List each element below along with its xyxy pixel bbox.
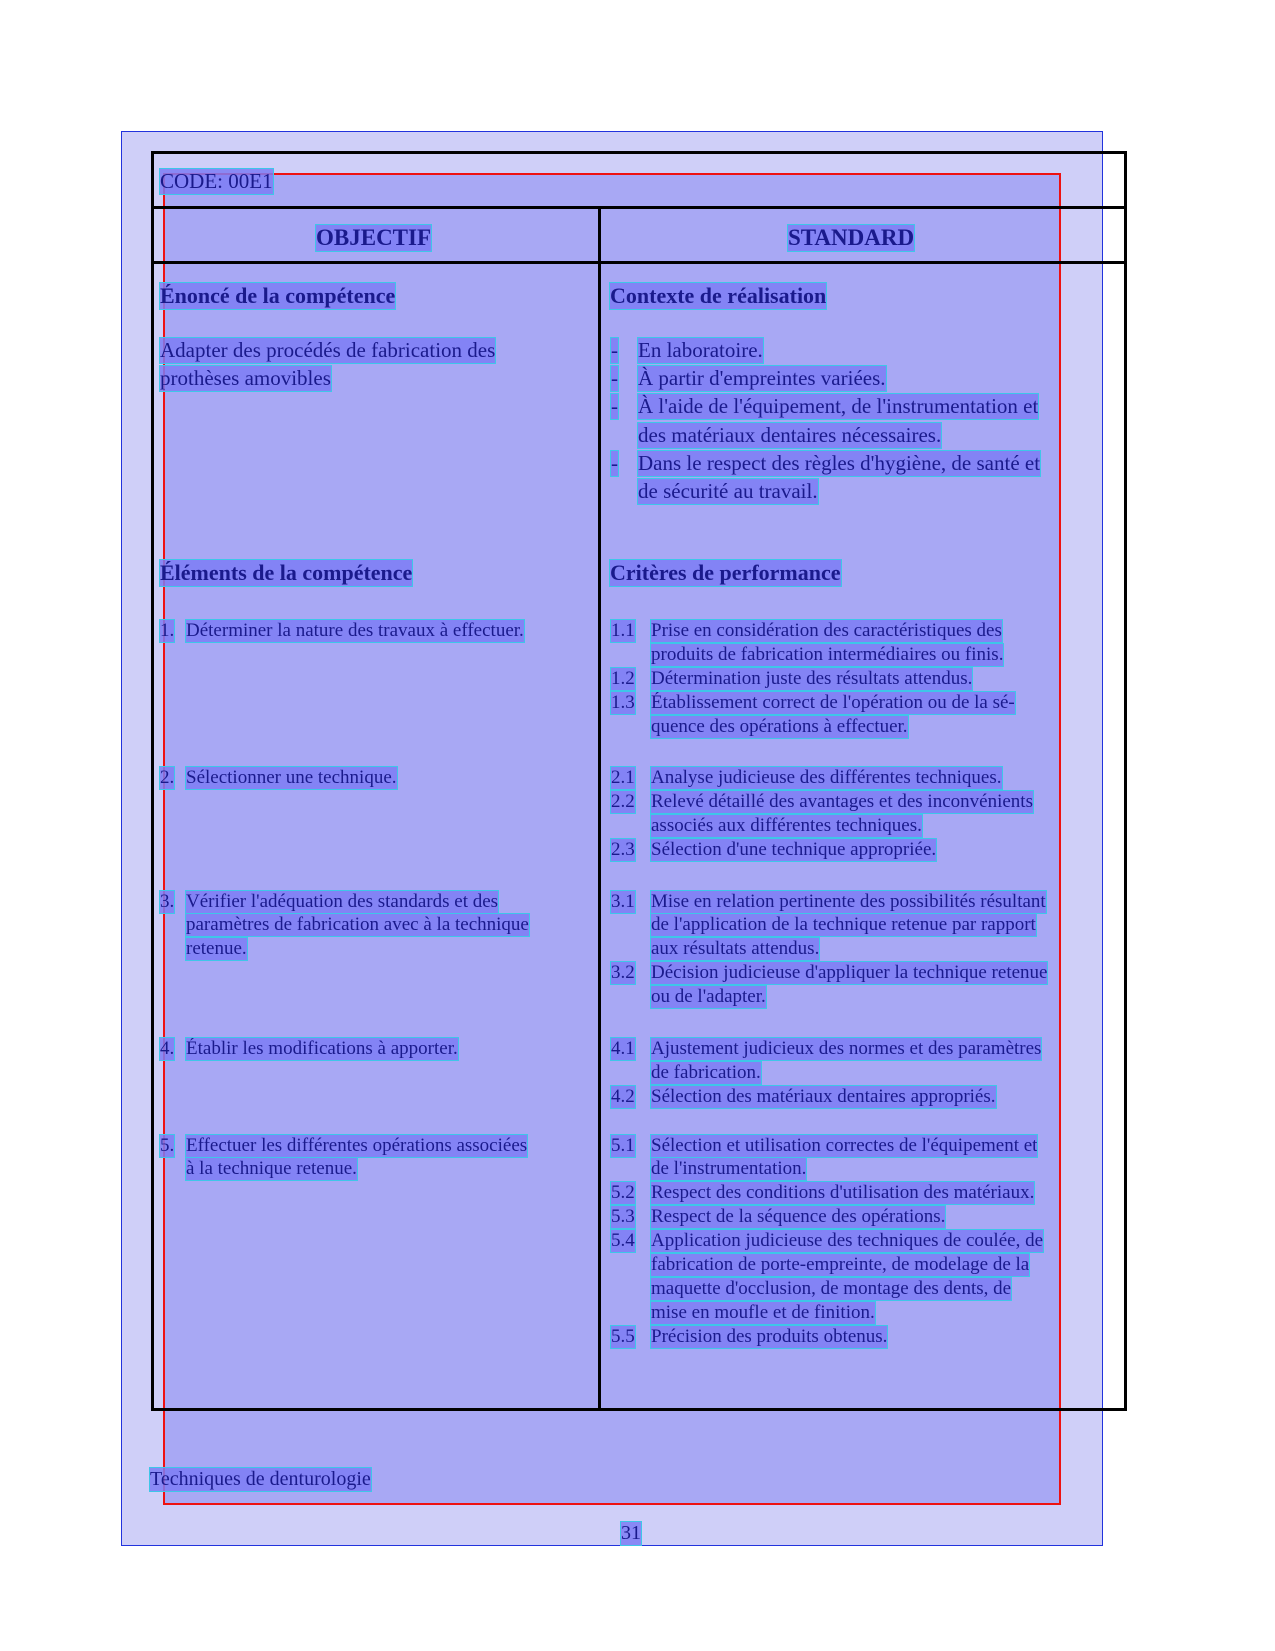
criteres-title: Critères de performance (610, 560, 841, 585)
element-number: 2. (160, 767, 175, 788)
element-line: à la technique retenue. (186, 1158, 357, 1179)
critere-line: Détermination juste des résultats attendus. (651, 668, 973, 689)
element-line: Établir les modifications à apporter. (186, 1038, 458, 1059)
elements-title: Éléments de la compétence (160, 560, 413, 585)
page-number: 31 (621, 1522, 641, 1544)
element-number: 4. (160, 1038, 175, 1059)
critere-line: Précision des produits obtenus. (651, 1326, 888, 1347)
contexte-item-line: de sécurité au travail. (638, 479, 818, 503)
critere-line: fabrication de porte-empreinte, de modelage de la (651, 1254, 1030, 1275)
critere-line: Établissement correct de l'opération ou de la sé- (651, 692, 1015, 713)
header-standard: STANDARD (788, 225, 915, 250)
element-line: Sélectionner une technique. (186, 767, 397, 788)
critere-line: Mise en relation pertinente des possibilités résultant (651, 891, 1046, 912)
element-line: paramètres de fabrication avec à la technique (186, 914, 529, 935)
critere-number: 4.2 (611, 1086, 635, 1107)
critere-number: 2.1 (611, 767, 635, 788)
critere-line: Prise en considération des caractéristiques des (651, 620, 1002, 641)
element-line: Effectuer les différentes opérations associées (186, 1135, 528, 1156)
critere-number: 5.4 (611, 1230, 635, 1251)
critere-line: produits de fabrication intermédiaires ou finis. (651, 644, 1004, 665)
critere-line: Analyse judicieuse des différentes techniques. (651, 767, 1002, 788)
critere-line: Respect des conditions d'utilisation des matériaux. (651, 1182, 1035, 1203)
table-divider-header-bottom (154, 261, 1124, 264)
critere-line: mise en moufle et de finition. (651, 1302, 875, 1323)
critere-line: Décision judicieuse d'appliquer la technique retenue (651, 962, 1048, 983)
critere-line: de l'instrumentation. (651, 1158, 807, 1179)
critere-number: 2.2 (611, 791, 635, 812)
contexte-item-line: À l'aide de l'équipement, de l'instrumentation et (638, 394, 1039, 418)
critere-line: maquette d'occlusion, de montage des dents, de (651, 1278, 1012, 1299)
critere-line: Sélection des matériaux dentaires appropriés. (651, 1086, 996, 1107)
critere-number: 1.1 (611, 620, 635, 641)
critere-line: associés aux différentes techniques. (651, 815, 922, 836)
critere-number: 5.1 (611, 1135, 635, 1156)
contexte-item-line: Dans le respect des règles d'hygiène, de santé et (638, 451, 1041, 475)
element-number: 3. (160, 891, 175, 912)
element-number: 5. (160, 1135, 175, 1156)
table-column-divider (598, 209, 601, 1408)
critere-number: 1.2 (611, 668, 635, 689)
critere-line: Ajustement judicieux des normes et des paramètres (651, 1038, 1042, 1059)
critere-line: Sélection d'une technique appropriée. (651, 839, 937, 860)
critere-line: Sélection et utilisation correctes de l'équipement et (651, 1135, 1038, 1156)
enonce-line: prothèses amovibles (160, 366, 331, 390)
contexte-item-line: À partir d'empreintes variées. (638, 366, 886, 390)
footer-program: Techniques de denturologie (150, 1468, 371, 1490)
critere-line: quence des opérations à effectuer. (651, 716, 908, 737)
critere-number: 5.5 (611, 1326, 635, 1347)
enonce-line: Adapter des procédés de fabrication des (160, 338, 496, 362)
critere-number: 1.3 (611, 692, 635, 713)
contexte-bullet: - (611, 394, 618, 418)
contexte-item-line: En laboratoire. (638, 338, 763, 362)
contexte-title: Contexte de réalisation (610, 283, 827, 308)
critere-line: ou de l'adapter. (651, 986, 766, 1007)
critere-line: Application judicieuse des techniques de coulée, de (651, 1230, 1044, 1251)
enonce-title: Énoncé de la compétence (160, 283, 396, 308)
element-line: Déterminer la nature des travaux à effectuer. (186, 620, 524, 641)
critere-number: 4.1 (611, 1038, 635, 1059)
table-divider-header-top (154, 206, 1124, 209)
contexte-bullet: - (611, 338, 618, 362)
critere-line: Relevé détaillé des avantages et des inconvénients (651, 791, 1033, 812)
element-line: retenue. (186, 938, 247, 959)
critere-line: de fabrication. (651, 1062, 761, 1083)
element-number: 1. (160, 620, 175, 641)
critere-number: 3.1 (611, 891, 635, 912)
critere-number: 5.2 (611, 1182, 635, 1203)
element-line: Vérifier l'adéquation des standards et des (186, 891, 499, 912)
critere-number: 3.2 (611, 962, 635, 983)
critere-number: 5.3 (611, 1206, 635, 1227)
contexte-bullet: - (611, 366, 618, 390)
code-label: CODE: 00E1 (160, 169, 273, 193)
critere-line: Respect de la séquence des opérations. (651, 1206, 946, 1227)
contexte-item-line: des matériaux dentaires nécessaires. (638, 423, 942, 447)
critere-line: aux résultats attendus. (651, 938, 820, 959)
contexte-bullet: - (611, 451, 618, 475)
critere-number: 2.3 (611, 839, 635, 860)
critere-line: de l'application de la technique retenue par rapport (651, 914, 1036, 935)
header-objectif: OBJECTIF (316, 225, 432, 250)
